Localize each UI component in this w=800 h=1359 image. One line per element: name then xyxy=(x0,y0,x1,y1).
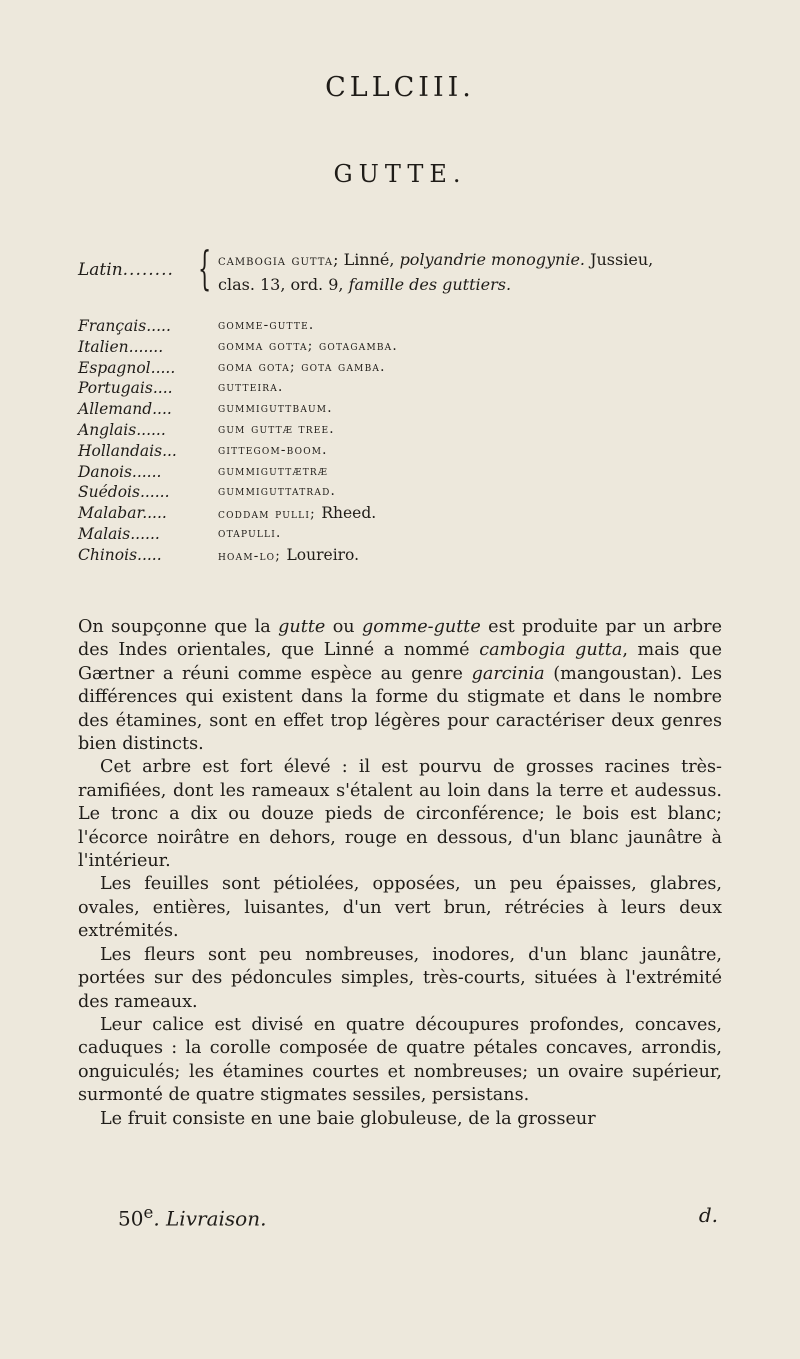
synonym-row xyxy=(78,504,718,525)
synonym-language: Chinois..... xyxy=(78,545,162,564)
page-number: CLLCIII. xyxy=(325,72,475,103)
brace-icon: { xyxy=(198,241,212,295)
synonym-language: Malabar..... xyxy=(78,504,167,523)
synonym-row xyxy=(78,442,718,463)
synonym-name: gomma gotta; gotagamba. xyxy=(218,337,398,354)
synonym-row xyxy=(78,338,718,359)
synonym-name: coddam pulli; Rheed. xyxy=(218,504,377,523)
synonym-name: gomme-gutte. xyxy=(218,317,315,333)
synonym-language: Espagnol..... xyxy=(78,358,176,377)
body-text xyxy=(78,616,722,1131)
paragraph: Leur calice est divisé en quatre découpures profondes, concaves, caduques : la corolle composée de quatre pétales concaves, arrondis, onguiculés; les étamines courtes et nombreuses; un ovaire supérieur, surmonté de quatre stigmates sessiles, persistans. xyxy=(78,1014,722,1106)
issue-label: 50e. Livraison. xyxy=(118,1203,267,1231)
synonym-row xyxy=(78,359,718,380)
synonym-row xyxy=(78,463,718,484)
latin-description: cambogia gutta; Linné, polyandrie monogynie. Jussieu, clas. 13, ord. 9, famille des guttiers. xyxy=(218,250,654,294)
synonym-name: gummiguttætræ xyxy=(218,462,329,479)
synonym-language: Français..... xyxy=(78,317,171,335)
latin-entry xyxy=(78,241,728,296)
synonym-row xyxy=(78,379,718,400)
synonym-name: gittegom-boom. xyxy=(218,441,328,458)
synonym-row xyxy=(78,525,718,546)
synonym-row xyxy=(78,421,718,442)
paragraph: Les fleurs sont peu nombreuses, inodores, d'un blanc jaunâtre, portées sur des pédoncules simples, très-courts, situées à l'extrémité des rameaux. xyxy=(78,944,722,1012)
paragraph: Cet arbre est fort élevé : il est pourvu de grosses racines très-ramifiées, dont les rameaux s'étalent au loin dans la terre et audessus. Le tronc a dix ou douze pieds de circonférence; le bois est blanc; l'écorce noirâtre en dehors, rouge en dessous, d'un blanc jaunâtre à l'intérieur. xyxy=(78,757,722,872)
synonym-language: Portugais.... xyxy=(78,379,173,398)
synonym-name: hoam-lo; Loureiro. xyxy=(218,545,360,564)
synonym-row xyxy=(78,400,718,421)
synonym-name: otapulli. xyxy=(218,524,282,541)
synonym-author: Loureiro. xyxy=(286,545,360,564)
synonym-language: Allemand.... xyxy=(78,400,172,419)
paragraph: Le fruit consiste en une baie globuleuse, de la grosseur xyxy=(100,1108,596,1129)
synonym-row xyxy=(78,317,718,338)
synonym-language: Hollandais... xyxy=(78,441,177,460)
synonym-name: gummiguttatrad. xyxy=(218,483,337,500)
page-title: GUTTE. xyxy=(333,160,467,188)
synonym-row xyxy=(78,483,718,504)
signature-mark: d. xyxy=(698,1203,718,1227)
synonym-language: Malais...... xyxy=(78,524,160,543)
synonym-language: Danois...... xyxy=(78,462,162,481)
latin-name: cambogia gutta xyxy=(218,253,334,269)
synonym-language: Italien....... xyxy=(78,337,164,356)
synonym-name: gummiguttbaum. xyxy=(218,400,333,417)
synonym-author: Rheed. xyxy=(321,504,377,523)
synonym-name: goma gota; gota gamba. xyxy=(218,358,386,375)
paragraph: On soupçonne que la gutte ou gomme-gutte est produite par un arbre des Indes orientales, que Linné a nommé cambogia gutta, mais que Gærtner a réuni comme espèce au genre garcinia (mangoustan). Les différences qui existent dans la forme du stigmate et dans le nombre des étamines, sont en effet trop légères pour caractériser deux genres bien distincts. xyxy=(78,617,722,755)
synonym-name: gutteira. xyxy=(218,379,284,396)
synonym-language: Suédois...... xyxy=(78,483,170,502)
synonym-row xyxy=(78,546,718,567)
synonym-list xyxy=(78,317,718,567)
synonym-name: gum guttæ tree. xyxy=(218,420,335,437)
paragraph: Les feuilles sont pétiolées, opposées, un peu épaisses, glabres, ovales, entières, luisantes, d'un vert brun, rétrécies à leurs deux extrémités. xyxy=(78,874,722,942)
latin-label: Latin........ xyxy=(78,260,174,280)
synonym-language: Anglais...... xyxy=(78,420,166,439)
